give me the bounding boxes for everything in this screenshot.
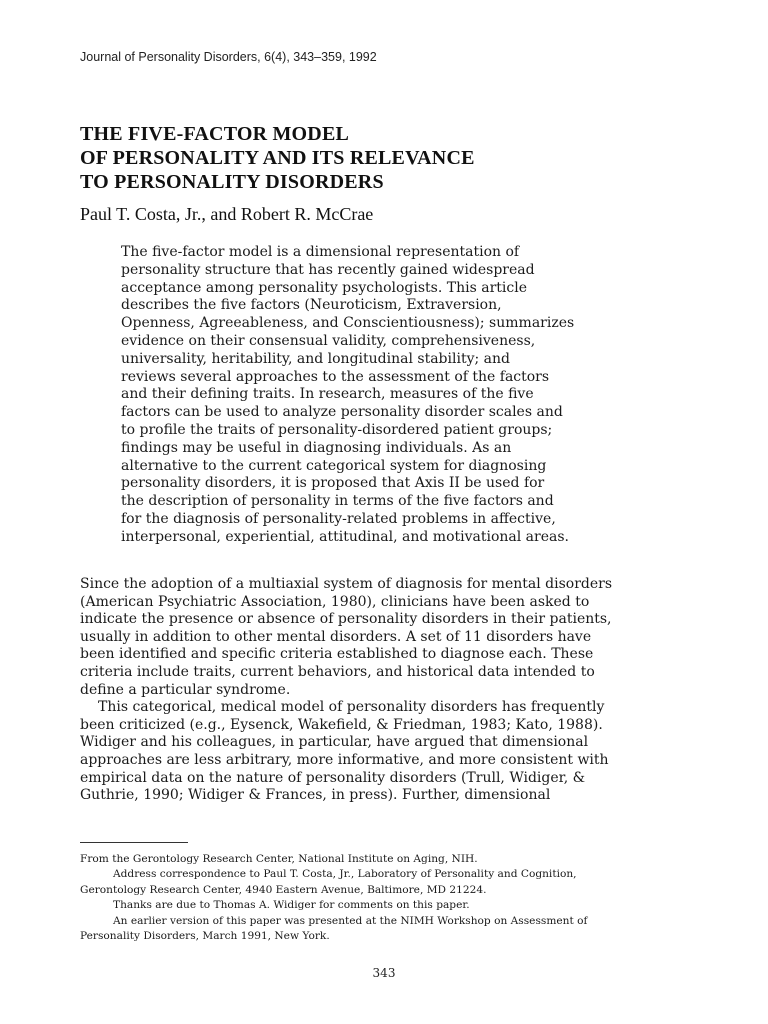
body-line: usually in addition to other mental disorders. A set of 11 disorders have	[80, 628, 592, 645]
article-authors: Paul T. Costa, Jr., and Robert R. McCrae	[80, 204, 374, 224]
footnotes	[80, 852, 700, 944]
abstract-line: personality structure that has recently gained widespread	[121, 261, 535, 278]
abstract-line: the description of personality in terms of the five factors and	[121, 493, 554, 510]
footnote-line: An earlier version of this paper was presented at the NIMH Workshop on Assessment of	[113, 914, 588, 927]
abstract-line: interpersonal, experiential, attitudinal, and motivational areas.	[121, 528, 569, 545]
page-number: 343	[372, 966, 396, 980]
abstract	[121, 244, 661, 547]
journal-citation: Journal of Personality Disorders, 6(4), 343–359, 1992	[80, 50, 377, 64]
body-text	[80, 576, 690, 805]
body-line: Guthrie, 1990; Widiger & Frances, in press). Further, dimensional	[80, 787, 551, 804]
abstract-line: evidence on their consensual validity, comprehensiveness,	[121, 332, 536, 349]
abstract-line: for the diagnosis of personality-related problems in affective,	[121, 510, 556, 527]
footnote-line: Address correspondence to Paul T. Costa, Jr., Laboratory of Personality and Cognition,	[113, 868, 577, 881]
footnote-line: Thanks are due to Thomas A. Widiger for comments on this paper.	[113, 899, 470, 912]
title-line: TO PERSONALITY DISORDERS	[80, 171, 384, 193]
abstract-line: to profile the traits of personality-disordered patient groups;	[121, 421, 553, 438]
abstract-line: describes the five factors (Neuroticism, Extraversion,	[121, 297, 502, 314]
title-line: OF PERSONALITY AND ITS RELEVANCE	[80, 147, 475, 169]
body-line: approaches are less arbitrary, more informative, and more consistent with	[80, 751, 609, 768]
body-line: Widiger and his colleagues, in particular, have argued that dimensional	[80, 734, 589, 751]
abstract-line: The five-factor model is a dimensional representation of	[121, 244, 520, 260]
footnote-line: From the Gerontology Research Center, National Institute on Aging, NIH.	[80, 853, 478, 865]
abstract-line: acceptance among personality psychologists. This article	[121, 279, 527, 296]
footnote-line: Gerontology Research Center, 4940 Eastern Avenue, Baltimore, MD 21224.	[80, 883, 487, 896]
abstract-line: and their defining traits. In research, measures of the five	[121, 386, 534, 403]
body-line: Since the adoption of a multiaxial system of diagnosis for mental disorders	[80, 576, 613, 592]
abstract-line: universality, heritability, and longitudinal stability; and	[121, 350, 510, 367]
body-line: empirical data on the nature of personality disorders (Trull, Widiger, &	[80, 769, 586, 786]
article-title	[80, 122, 700, 194]
abstract-line: factors can be used to analyze personality disorder scales and	[121, 404, 563, 421]
footnote-divider	[80, 842, 188, 843]
body-line: been criticized (e.g., Eysenck, Wakefield, & Friedman, 1983; Kato, 1988).	[80, 716, 603, 733]
abstract-line: findings may be useful in diagnosing individuals. As an	[121, 439, 512, 456]
abstract-line: reviews several approaches to the assessment of the factors	[121, 368, 550, 385]
abstract-line: personality disorders, it is proposed that Axis II be used for	[121, 475, 545, 492]
body-line: (American Psychiatric Association, 1980), clinicians have been asked to	[80, 593, 590, 610]
body-line: indicate the presence or absence of personality disorders in their patients,	[80, 611, 612, 628]
body-line: criteria include traits, current behaviors, and historical data intended to	[80, 663, 595, 680]
title-line: THE FIVE-FACTOR MODEL	[80, 123, 350, 145]
abstract-line: Openness, Agreeableness, and Conscientiousness); summarizes	[121, 315, 575, 332]
body-line: been identified and specific criteria established to diagnose each. These	[80, 646, 594, 663]
body-line: define a particular syndrome.	[80, 681, 291, 698]
abstract-line: alternative to the current categorical system for diagnosing	[121, 457, 547, 474]
footnote-line: Personality Disorders, March 1991, New York.	[80, 930, 330, 943]
body-line: This categorical, medical model of personality disorders has frequently	[98, 699, 605, 716]
